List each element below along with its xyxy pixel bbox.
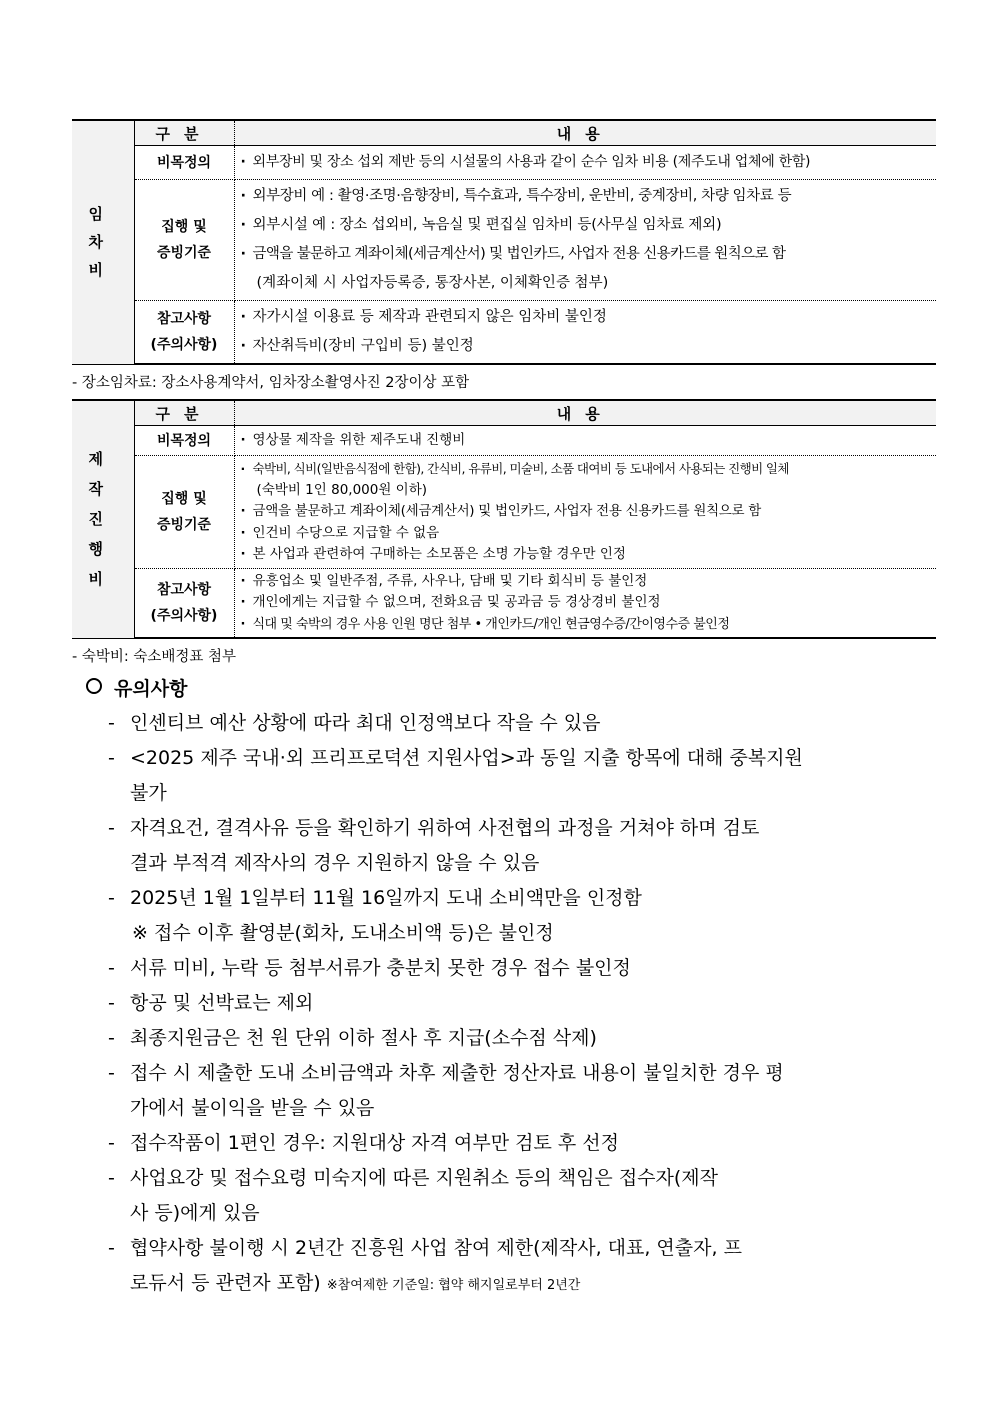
- row-label-line: (주의사항): [150, 607, 218, 624]
- category-cell: [72, 120, 134, 364]
- bullet-item: · 자산취득비(장비 구입비 등) 불인정: [239, 332, 933, 361]
- bullet-item: · 인건비 수당으로 지급할 수 없음: [239, 523, 933, 545]
- row-content: [234, 180, 936, 301]
- notice-item: [106, 1161, 936, 1231]
- notice-line: - 접수 시 제출한 도내 소비금액과 차후 제출한 정산자료 내용이 불일치한 경우 평: [130, 1062, 784, 1084]
- bullet-item: · 숙박비, 식비(일반음식점에 한함), 간식비, 유류비, 미술비, 소품 대여비 등 도내에서 사용되는 진행비 일체: [239, 458, 933, 480]
- category-char: 비: [88, 570, 117, 589]
- category-char: 제: [88, 450, 117, 469]
- notice-line: - 2025년 1월 1일부터 11월 16일까지 도내 소비액만을 인정함: [130, 887, 642, 909]
- row-label-line: 집행 및: [161, 490, 207, 507]
- notice-line: 가에서 불이익을 받을 수 있음: [130, 1097, 375, 1119]
- row-label: 비목정의: [134, 146, 234, 180]
- row-content: [234, 568, 936, 638]
- notice-item: [106, 1126, 936, 1161]
- notice-item: [106, 881, 936, 951]
- notice-line: - 서류 미비, 누락 등 첨부서류가 충분치 못한 경우 접수 불인정: [130, 957, 631, 979]
- bullet-continuation: (숙박비 1인 80,000원 이하): [256, 481, 428, 498]
- bullet-item: · 외부장비 예 : 촬영·조명·음향장비, 특수효과, 특수장비, 운반비, 중계장비, 차량 임차료 등: [239, 182, 933, 211]
- notice-item: [106, 986, 936, 1021]
- header-content: 내용: [234, 400, 936, 426]
- notice-line-text: 로듀서 등 관련자 포함): [130, 1272, 321, 1294]
- row-content: [234, 301, 936, 365]
- category-char: 비: [88, 261, 117, 280]
- production-cost-table: [72, 399, 936, 639]
- notice-line: [130, 1266, 936, 1303]
- notice-item: [106, 1056, 936, 1126]
- note-lodging: - 숙박비: 숙소배정표 첨부: [72, 649, 237, 665]
- document-page: [72, 119, 936, 1303]
- bullet-item: · 외부장비 및 장소 섭외 제반 등의 시설물의 사용과 같이 순수 임차 비용 (제주도내 업체에 한함): [239, 148, 933, 177]
- notice-line: 결과 부적격 제작사의 경우 지원하지 않을 수 있음: [130, 852, 540, 874]
- notice-line: 불가: [130, 782, 167, 804]
- notice-list: [72, 706, 936, 1303]
- bullet-item: · 유흥업소 및 일반주점, 주류, 사우나, 담배 및 기타 회식비 등 불인정: [239, 571, 933, 593]
- category-char: 진: [88, 510, 117, 529]
- row-label-line: 참고사항: [156, 581, 212, 598]
- notice-title-text: 유의사항: [114, 678, 188, 700]
- notice-item: [106, 811, 936, 881]
- bullet-item: · 금액을 불문하고 계좌이체(세금계산서) 및 법인카드, 사업자 전용 신용카드를 원칙으로 함: [239, 501, 933, 523]
- header-category: 구분: [134, 120, 234, 146]
- row-label-line: (주의사항): [150, 337, 218, 353]
- circle-icon: [86, 678, 102, 694]
- notice-item: [106, 1231, 936, 1303]
- row-label: [134, 301, 234, 365]
- notice-item: [106, 741, 936, 811]
- notice-line: - 협약사항 불이행 시 2년간 진흥원 사업 참여 제한(제작사, 대표, 연출자, 프: [130, 1237, 742, 1259]
- category-char: 차: [88, 233, 117, 252]
- notice-line: 사 등)에게 있음: [130, 1202, 260, 1224]
- row-label-line: 증빙기준: [156, 516, 212, 533]
- notice-subnote: ※ 접수 이후 촬영분(회차, 도내소비액 등)은 불인정: [132, 922, 554, 944]
- notice-line: - 항공 및 선박료는 제외: [130, 992, 314, 1014]
- bullet-continuation: (계좌이체 시 사업자등록증, 통장사본, 이체확인증 첨부): [256, 275, 609, 291]
- rental-cost-table: [72, 119, 936, 365]
- row-label-line: 참고사항: [156, 311, 212, 327]
- notice-line: - <2025 제주 국내·외 프리프로덕션 지원사업>과 동일 지출 항목에 대해 중복지원: [130, 747, 803, 769]
- header-category: 구분: [134, 400, 234, 426]
- category-char: 작: [88, 480, 117, 499]
- bullet-item: · 개인에게는 지급할 수 없으며, 전화요금 및 공과금 등 경상경비 불인정: [239, 592, 933, 614]
- row-label-line: 증빙기준: [156, 245, 212, 261]
- bullet-item: · 금액을 불문하고 계좌이체(세금계산서) 및 법인카드, 사업자 전용 신용카드를 원칙으로 함: [239, 240, 933, 269]
- notice-line: - 자격요건, 결격사유 등을 확인하기 위하여 사전협의 과정을 거쳐야 하며 검토: [130, 817, 760, 839]
- row-label: [134, 568, 234, 638]
- notice-item: [106, 951, 936, 986]
- row-label-line: 집행 및: [161, 219, 207, 235]
- notice-small-note: ※참여제한 기준일: 협약 해지일로부터 2년간: [326, 1278, 581, 1293]
- notice-item: [106, 706, 936, 741]
- row-label: 비목정의: [134, 426, 234, 456]
- notice-title: [86, 673, 936, 706]
- category-char: 행: [88, 540, 117, 559]
- row-content: [234, 146, 936, 180]
- note-rental: - 장소임차료: 장소사용계약서, 임차장소촬영사진 2장이상 포함: [72, 375, 470, 391]
- notice-line: - 접수작품이 1편인 경우: 지원대상 자격 여부만 검토 후 선정: [130, 1132, 619, 1154]
- notice-line: - 인센티브 예산 상황에 따라 최대 인정액보다 작을 수 있음: [130, 712, 601, 734]
- row-label: [134, 456, 234, 569]
- category-cell: [72, 400, 134, 638]
- header-content: 내용: [234, 120, 936, 146]
- bullet-item: · 본 사업과 관련하여 구매하는 소모품은 소명 가능할 경우만 인정: [239, 544, 933, 566]
- row-content: [234, 456, 936, 569]
- row-label: [134, 180, 234, 301]
- bullet-item: · 식대 및 숙박의 경우 사용 인원 명단 첨부 • 개인카드/개인 현금영수증/간이영수증 불인정: [239, 614, 933, 636]
- bullet-item: · 외부시설 예 : 장소 섭외비, 녹음실 및 편집실 임차비 등(사무실 임차료 제외): [239, 211, 933, 240]
- notice-line: - 사업요강 및 접수요령 미숙지에 따른 지원취소 등의 책임은 접수자(제작: [130, 1167, 718, 1189]
- row-content: [234, 426, 936, 456]
- bullet-item: · 자가시설 이용료 등 제작과 관련되지 않은 임차비 불인정: [239, 303, 933, 332]
- notice-item: [106, 1021, 936, 1056]
- bullet-item: · 영상물 제작을 위한 제주도내 진행비: [239, 430, 933, 452]
- notice-line: - 최종지원금은 천 원 단위 이하 절사 후 지급(소수점 삭제): [130, 1027, 597, 1049]
- category-char: 임: [88, 205, 117, 224]
